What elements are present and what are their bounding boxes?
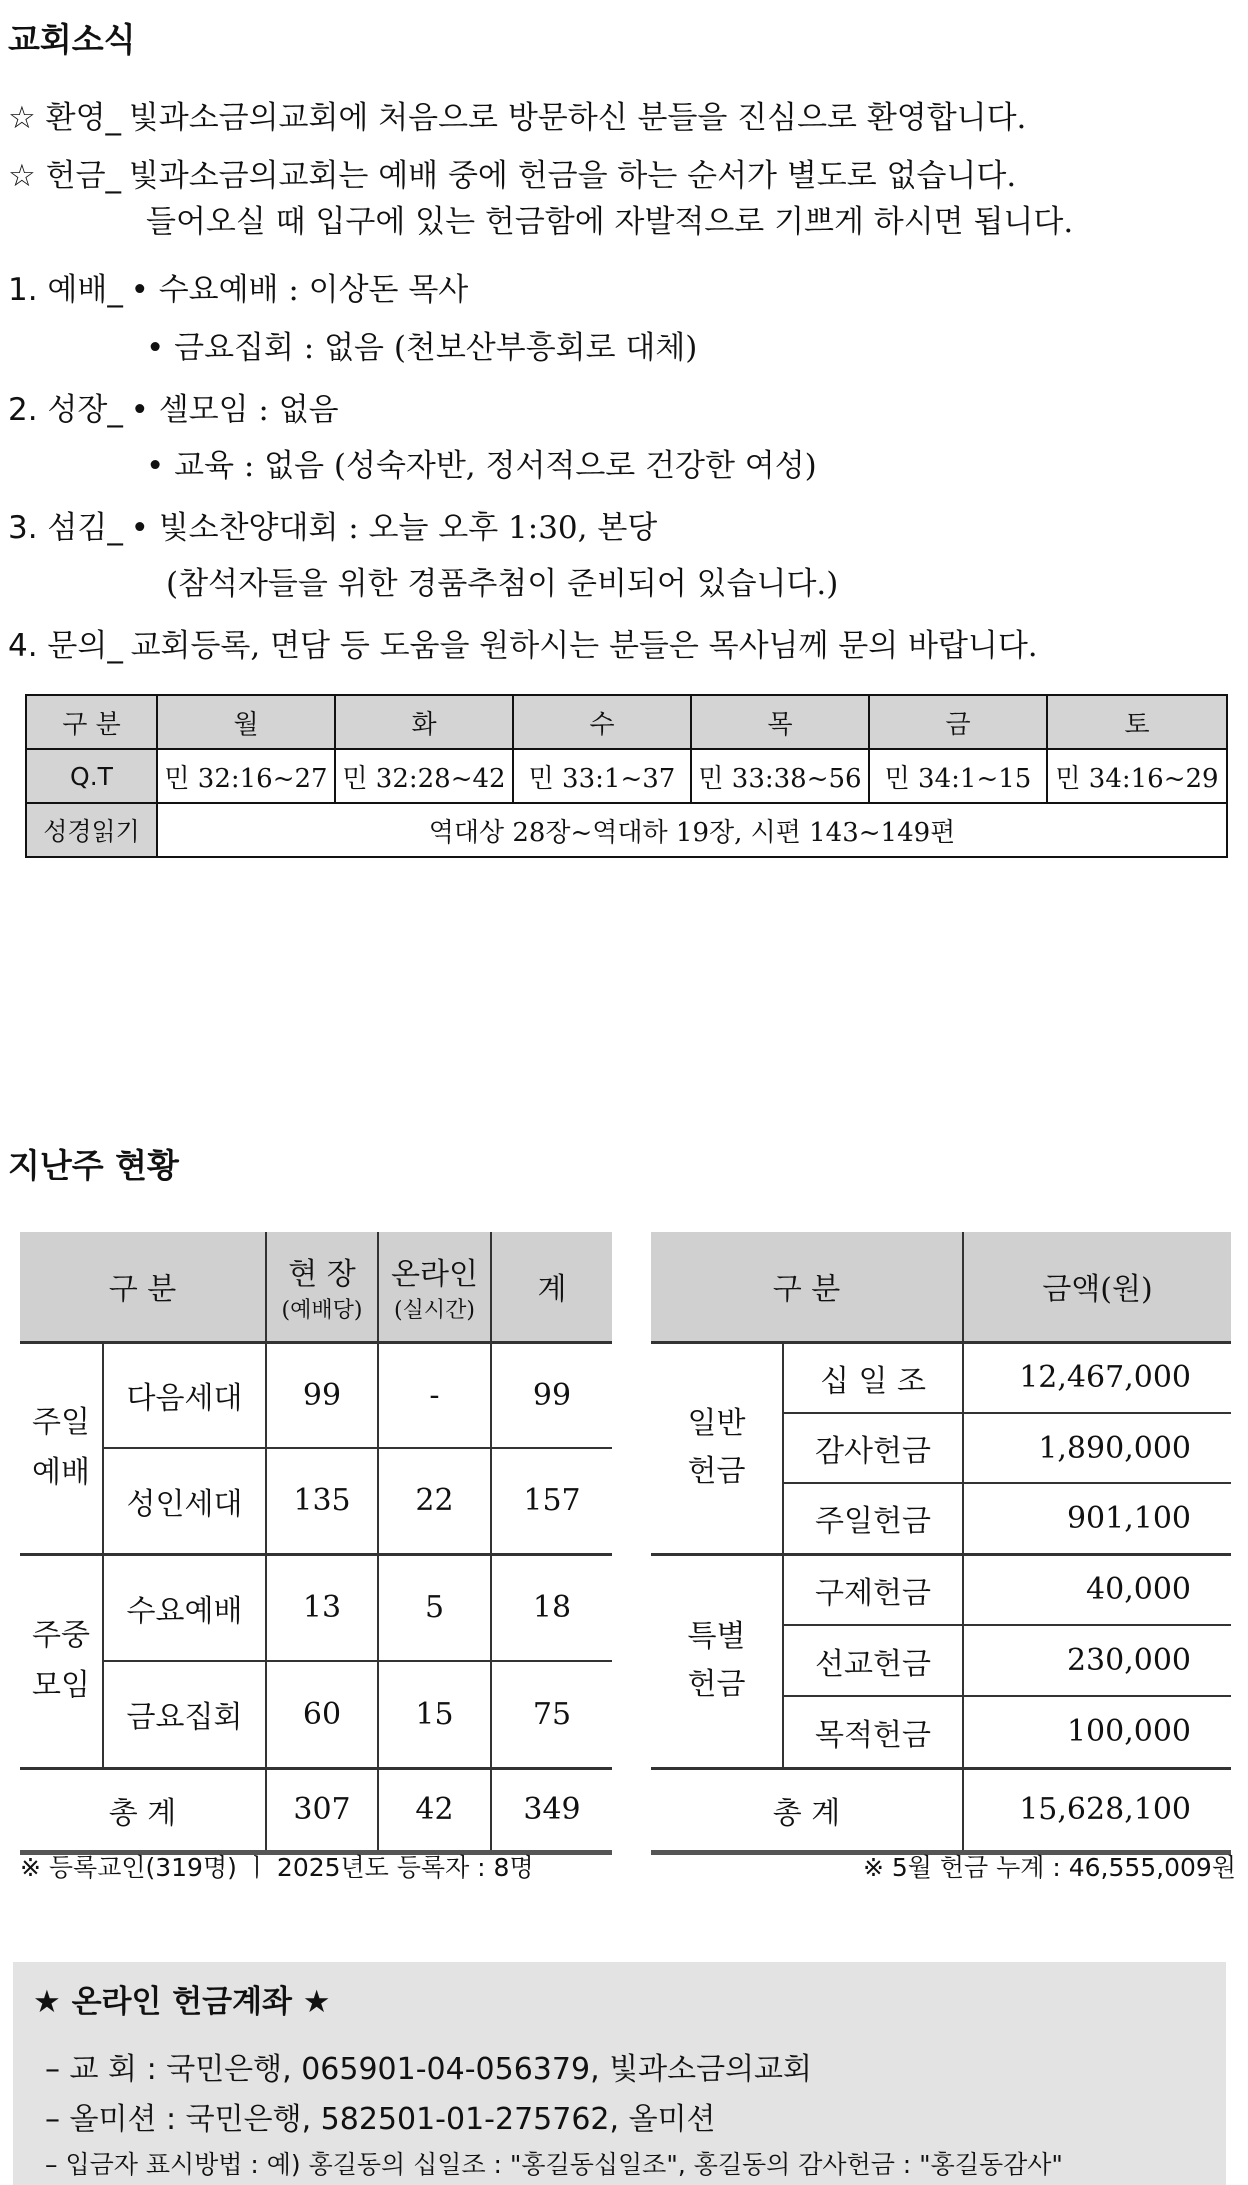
news-title: 교회소식 bbox=[8, 20, 136, 59]
table-row bbox=[20, 1342, 612, 1448]
offering-row-label: 목적헌금 bbox=[783, 1696, 963, 1768]
service-line bbox=[8, 502, 657, 547]
growth-line-2 bbox=[146, 440, 817, 485]
attendance-group-sunday-name-1: 주일 bbox=[32, 1405, 90, 1440]
growth-item-1: • 셀모임 : 없음 bbox=[130, 392, 339, 428]
inquiry-text: 교회등록, 면담 등 도움을 원하시는 분들은 목사님께 문의 바랍니다. bbox=[130, 628, 1038, 664]
attendance-header-online-main: 온라인 bbox=[391, 1256, 478, 1292]
offering-group-special-name-1: 특별 bbox=[687, 1619, 746, 1654]
reading-row-label: 성경읽기 bbox=[26, 803, 157, 857]
offering-row-amount: 100,000 bbox=[963, 1696, 1231, 1768]
table-row bbox=[651, 1342, 1231, 1413]
qt-header-category: 구 분 bbox=[26, 695, 157, 749]
qt-header-thu: 목 bbox=[691, 695, 869, 749]
attendance-row-total: 99 bbox=[491, 1342, 612, 1448]
attendance-row-total: 18 bbox=[491, 1554, 612, 1661]
qt-header-sat: 토 bbox=[1047, 695, 1227, 749]
qt-header-wed: 수 bbox=[513, 695, 691, 749]
service-item-2: (참석자들을 위한 경품추첨이 준비되어 있습니다.) bbox=[166, 566, 839, 602]
worship-item-1: • 수요예배 : 이상돈 목사 bbox=[130, 272, 469, 308]
offering-row-amount: 1,890,000 bbox=[963, 1413, 1231, 1483]
qt-header-mon: 월 bbox=[157, 695, 335, 749]
bank-depositor-guide: – 입금자 표시방법 : 예) 홍길동의 십일조 : "홍길동십일조", 홍길동의 감사헌금 : "홍길동감사" bbox=[45, 2150, 1063, 2179]
note-monthly-offering: ※ 5월 헌금 누계 : 46,555,009원 bbox=[862, 1853, 1236, 1882]
attendance-header-online bbox=[378, 1232, 491, 1342]
attendance-group-sunday bbox=[20, 1342, 103, 1554]
table-row bbox=[20, 1554, 612, 1661]
offering-row-label: 선교헌금 bbox=[783, 1625, 963, 1696]
attendance-row-label: 다음세대 bbox=[103, 1342, 266, 1448]
offering-line-2 bbox=[146, 196, 1073, 241]
offering-header-category: 구 분 bbox=[651, 1232, 963, 1342]
bank-account-allmission: – 올미션 : 국민은행, 582501-01-275762, 올미션 bbox=[45, 2102, 716, 2137]
offering-group-special bbox=[651, 1554, 783, 1768]
offering-sum-label: 총 계 bbox=[651, 1768, 963, 1852]
attendance-row-label: 금요집회 bbox=[103, 1661, 266, 1768]
offering-row-amount: 40,000 bbox=[963, 1554, 1231, 1625]
bank-account-church: – 교 회 : 국민은행, 065901-04-056379, 빛과소금의교회 bbox=[45, 2052, 813, 2087]
offering-table bbox=[651, 1232, 1231, 1855]
offering-row-label: 구제헌금 bbox=[783, 1554, 963, 1625]
attendance-row-total: 157 bbox=[491, 1448, 612, 1554]
offering-line bbox=[8, 150, 1016, 195]
service-label: 3. 섬김_ bbox=[8, 510, 123, 546]
worship-item-2: • 금요집회 : 없음 (천보산부흥회로 대체) bbox=[146, 330, 698, 366]
attendance-row-onsite: 99 bbox=[266, 1342, 378, 1448]
table-row bbox=[20, 1661, 612, 1768]
offering-group-general-name-1: 일반 bbox=[687, 1406, 746, 1441]
qt-cell-thu: 민 33:38~56 bbox=[691, 749, 869, 803]
qt-cell-mon: 민 32:16~27 bbox=[157, 749, 335, 803]
attendance-row-online: 15 bbox=[378, 1661, 491, 1768]
qt-table bbox=[25, 694, 1228, 858]
offering-sum-row bbox=[651, 1768, 1231, 1852]
qt-cell-wed: 민 33:1~37 bbox=[513, 749, 691, 803]
attendance-group-sunday-name-2: 예배 bbox=[32, 1455, 90, 1490]
attendance-row-total: 75 bbox=[491, 1661, 612, 1768]
attendance-group-weekday-name-2: 모임 bbox=[32, 1668, 90, 1703]
offering-row-label: 주일헌금 bbox=[783, 1483, 963, 1554]
attendance-header-total: 계 bbox=[491, 1232, 612, 1342]
growth-label: 2. 성장_ bbox=[8, 392, 123, 428]
note-registered-members: ※ 등록교인(319명) ㅣ 2025년도 등록자 : 8명 bbox=[20, 1853, 534, 1882]
attendance-sum-total: 349 bbox=[491, 1768, 612, 1852]
attendance-table bbox=[20, 1232, 612, 1855]
table-row bbox=[651, 1554, 1231, 1625]
bank-title: ★ 온라인 헌금계좌 ★ bbox=[33, 1984, 331, 2020]
attendance-sum-label: 총 계 bbox=[20, 1768, 266, 1852]
offering-group-general-name-2: 헌금 bbox=[687, 1454, 746, 1489]
qt-cell-sat: 민 34:16~29 bbox=[1047, 749, 1227, 803]
qt-row-label: Q.T bbox=[26, 749, 157, 803]
qt-cell-fri: 민 34:1~15 bbox=[869, 749, 1047, 803]
qt-header-fri: 금 bbox=[869, 695, 1047, 749]
growth-line bbox=[8, 384, 339, 429]
offering-text-2: 들어오실 때 입구에 있는 헌금함에 자발적으로 기쁘게 하시면 됩니다. bbox=[146, 204, 1074, 240]
welcome-label: ☆ 환영_ bbox=[8, 100, 122, 136]
growth-item-2: • 교육 : 없음 (성숙자반, 정서적으로 건강한 여성) bbox=[146, 448, 817, 484]
worship-label: 1. 예배_ bbox=[8, 272, 123, 308]
offering-text-1: 빛과소금의교회는 예배 중에 헌금을 하는 순서가 별도로 없습니다. bbox=[128, 158, 1017, 194]
reading-cell: 역대상 28장~역대하 19장, 시편 143~149편 bbox=[157, 803, 1227, 857]
offering-label: ☆ 헌금_ bbox=[8, 158, 122, 194]
status-title: 지난주 현황 bbox=[8, 1146, 179, 1185]
offering-sum-amount: 15,628,100 bbox=[963, 1768, 1231, 1852]
attendance-row-onsite: 60 bbox=[266, 1661, 378, 1768]
table-row bbox=[20, 1448, 612, 1554]
attendance-header-onsite bbox=[266, 1232, 378, 1342]
offering-header-amount: 금액(원) bbox=[963, 1232, 1231, 1342]
service-item-1: • 빛소찬양대회 : 오늘 오후 1:30, 본당 bbox=[130, 510, 658, 546]
worship-line-2 bbox=[146, 322, 697, 367]
attendance-header-category: 구 분 bbox=[20, 1232, 266, 1342]
offering-group-special-name-2: 헌금 bbox=[687, 1667, 746, 1702]
attendance-row-online: 22 bbox=[378, 1448, 491, 1554]
attendance-row-onsite: 13 bbox=[266, 1554, 378, 1661]
offering-row-amount: 901,100 bbox=[963, 1483, 1231, 1554]
attendance-sum-online: 42 bbox=[378, 1768, 491, 1852]
attendance-row-label: 성인세대 bbox=[103, 1448, 266, 1554]
attendance-sum-row bbox=[20, 1768, 612, 1852]
attendance-header-onsite-sub: (예배당) bbox=[281, 1297, 363, 1323]
attendance-row-onsite: 135 bbox=[266, 1448, 378, 1554]
qt-header-row bbox=[26, 695, 1227, 749]
offering-row-amount: 230,000 bbox=[963, 1625, 1231, 1696]
inquiry-line bbox=[8, 620, 1038, 665]
qt-cell-tue: 민 32:28~42 bbox=[335, 749, 513, 803]
attendance-row-label: 수요예배 bbox=[103, 1554, 266, 1661]
attendance-group-weekday bbox=[20, 1554, 103, 1768]
qt-header-tue: 화 bbox=[335, 695, 513, 749]
worship-line bbox=[8, 264, 468, 309]
attendance-sum-onsite: 307 bbox=[266, 1768, 378, 1852]
reading-row bbox=[26, 803, 1227, 857]
inquiry-label: 4. 문의_ bbox=[8, 628, 123, 664]
welcome-text: 빛과소금의교회에 처음으로 방문하신 분들을 진심으로 환영합니다. bbox=[128, 100, 1027, 136]
welcome-line bbox=[8, 92, 1026, 137]
offering-header-row bbox=[651, 1232, 1231, 1342]
offering-row-label: 십 일 조 bbox=[783, 1342, 963, 1413]
service-line-2 bbox=[166, 558, 838, 603]
attendance-header-online-sub: (실시간) bbox=[394, 1297, 475, 1323]
attendance-row-online: 5 bbox=[378, 1554, 491, 1661]
offering-row-amount: 12,467,000 bbox=[963, 1342, 1231, 1413]
qt-row bbox=[26, 749, 1227, 803]
attendance-row-online: - bbox=[378, 1342, 491, 1448]
attendance-header-onsite-main: 현 장 bbox=[288, 1256, 356, 1292]
attendance-header-row bbox=[20, 1232, 612, 1342]
offering-row-label: 감사헌금 bbox=[783, 1413, 963, 1483]
offering-group-general bbox=[651, 1342, 783, 1554]
online-offering-box bbox=[13, 1962, 1226, 2185]
attendance-group-weekday-name-1: 주중 bbox=[32, 1618, 90, 1653]
